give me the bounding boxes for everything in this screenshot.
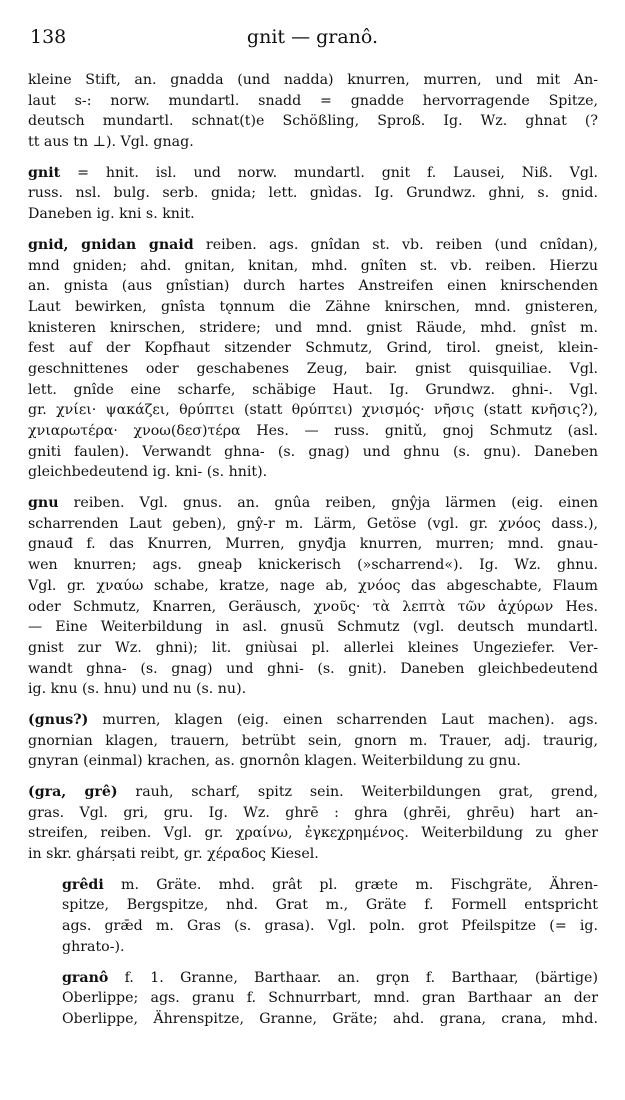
text-line: mnd gniden; ahd. gnitan, knitan, mhd. gnîten st. vb. reiben. Hierzu [28, 257, 598, 274]
text-line: gnyran (einmal) krachen, as. gnornôn klagen. Weiterbildung zu gnu. [28, 753, 521, 770]
headword: (gra, grê) [28, 784, 118, 800]
headword: (gnus?) [28, 711, 89, 728]
dictionary-body [28, 70, 598, 1040]
text-line: streifen, reiben. Vgl. gr. χραίνω, ἐγκεχρημένος. Weiterbildung zu gher [28, 825, 598, 842]
definition: reiben. ags. gnîdan st. vb. reiben (und cnîdan), [193, 236, 598, 253]
text-line: Oberlippe; ags. granu f. Schnurrbart, mnd. gran Barthaar an der [62, 990, 598, 1007]
text-line: scharrenden Laut geben), gnŷ-r m. Lärm, Getöse (vgl. gr. χνόος dass.), [28, 515, 598, 532]
text-line: oder Schmutz, Knarren, Geräusch, χνοῦς· τὰ λεπτὰ τῶν ἀχύρων Hes. [28, 598, 598, 615]
text-line: ags. grǣd m. Gras (s. grasa). Vgl. poln. grot Pfeilspitze (= ig. [62, 918, 598, 935]
headword: grêdi [62, 876, 104, 893]
text-line [28, 163, 598, 184]
text-line: kleine Stift, an. gnadda (und nadda) knurren, murren, und mit An- [28, 72, 598, 88]
text-line: deutsch mundartl. schnat(t)e Schößling, Sproß. Ig. Wz. ghnat (? [28, 113, 598, 130]
text-line: wandt ghna- (s. gnag) und ghni- (s. gnit). Daneben gleichbedeutend [28, 660, 598, 677]
text-line: gras. Vgl. gri, gru. Ig. Wz. ghrē : ghra (ghrēi, ghrēu) hart an- [28, 804, 598, 821]
definition: rauh, scharf, spitz sein. Weiterbildungen grat, grend, [117, 784, 598, 800]
entry-grano [28, 968, 598, 1030]
entry-gredi [28, 875, 598, 958]
text-line: gnist zur Wz. ghni); lit. gniùsai pl. allerlei kleines Ungeziefer. Ver- [28, 639, 598, 656]
text-line: gnornian klagen, trauern, betrübt sein, gnorn m. Trauer, adj. traurig, [28, 732, 598, 749]
entry-gnit [28, 163, 598, 225]
headword: gnu [28, 495, 59, 512]
entry-gra [28, 782, 598, 865]
text-line: χνιαρωτέρα· χνοω(δεσ)τέρα Hes. — russ. gnitǔ, gnoj Schmutz (asl. [28, 423, 598, 439]
text-line: gleichbedeutend ig. kni- (s. hnit). [28, 464, 268, 481]
text-line: — Eine Weiterbildung in asl. gnusŭ Schmutz (vgl. deutsch mundartl. [28, 619, 598, 636]
text-line: Laut bewirken, gnîsta tǫnnum die Zähne knirschen, mnd. gnisteren, [28, 298, 598, 315]
entry-gnus [28, 710, 598, 772]
definition: m. Gräte. mhd. grât pl. græte m. Fischgräte, Ähren- [103, 876, 598, 893]
definition: murren, klagen (eig. einen scharrenden Laut machen). ags. [88, 711, 598, 728]
text-line: ghrato-). [62, 938, 125, 955]
headword: gnit [28, 164, 61, 181]
text-line [62, 968, 598, 989]
definition: = hnit. isl. und norw. mundartl. gnit f. Lausei, Niß. Vgl. [60, 164, 598, 181]
text-line: gr. χνίει· ψακάζει, θρύπτει (statt θρύπτει) χνισμός· νῆσις (statt κνῆσις?), [28, 402, 598, 419]
text-line: tt aus tn ⊥). Vgl. gnag. [28, 134, 194, 151]
text-line [62, 875, 598, 896]
text-line: Oberlippe, Ährenspitze, Granne, Gräte; ahd. grana, crana, mhd. [62, 1010, 598, 1027]
text-line: spitze, Bergspitze, nhd. Grat m., Gräte f. Formell entspricht [62, 897, 598, 914]
headword: gnid, gnidan gnaid [28, 236, 194, 253]
text-line: gniti faulen). Verwandt ghna- (s. gnag) und ghnu (s. gnu). Daneben [28, 443, 598, 460]
page-number: 138 [30, 26, 67, 48]
text-line: fest auf der Kopfhaut sitzender Schmutz, Grind, tirol. gneist, klein- [28, 340, 598, 357]
text-line: ig. knu (s. hnu) und nu (s. nu). [28, 681, 247, 698]
text-line: in skr. ghárṣati reibt, gr. χέραδος Kiesel. [28, 846, 319, 863]
text-line [28, 782, 598, 803]
headword: granô [62, 969, 109, 986]
entry-continued [28, 70, 598, 153]
text-line: an. gnista (aus gnîstian) durch hartes Anstreifen einen knirschenden [28, 278, 598, 295]
text-line [28, 493, 598, 514]
text-line: gnauđ f. das Knurren, Murren, gnyđja knurren, murren; mnd. gnau- [28, 536, 598, 553]
definition: f. 1. Granne, Barthaar. an. grǫn f. Barthaar, (bärtige) [108, 969, 598, 986]
text-line: knisteren knirschen, stridere; und mnd. gnist Räude, mhd. gnîst m. [28, 319, 598, 336]
text-line: wen knurren; ags. gneaþ knickerisch (»scharrend«). Ig. Wz. ghnu. [28, 557, 598, 574]
definition: reiben. Vgl. gnus. an. gnûa reiben, gnŷja lärmen (eig. einen [58, 495, 598, 512]
text-line: laut s-: norw. mundartl. snadd = gnadde hervorragende Spitze, [28, 92, 598, 109]
entry-gnid [28, 235, 598, 483]
text-line: russ. nsl. bulg. serb. gnida; lett. gnìdas. Ig. Grundwz. ghni, s. gnid. [28, 185, 598, 202]
running-title: gnit — granô. [246, 26, 379, 48]
text-line: Vgl. gr. χναύω schabe, kratze, nage ab, χνόος das abgeschabte, Flaum [28, 577, 598, 594]
text-line [28, 710, 598, 731]
text-line [28, 235, 598, 256]
entry-gnu [28, 493, 598, 700]
text-line: lett. gnîde eine scharfe, schäbige Haut. Ig. Grundwz. ghni-. Vgl. [28, 381, 598, 398]
page-header [30, 22, 595, 52]
text-line: Daneben ig. kni s. knit. [28, 206, 195, 223]
text-line: geschnittenes oder geschabenes Zeug, bair. gnist quisquiliae. Vgl. [28, 360, 598, 377]
